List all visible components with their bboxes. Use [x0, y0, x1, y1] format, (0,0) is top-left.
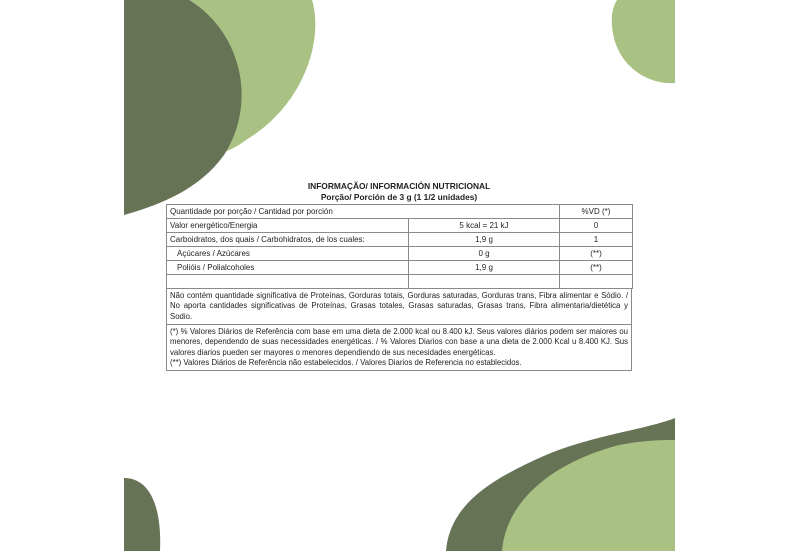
row-vd: (**) [560, 261, 633, 275]
row-amount: 0 g [409, 247, 560, 261]
row-amount: 5 kcal = 21 kJ [409, 219, 560, 233]
table-row [167, 219, 633, 233]
table-row [167, 247, 633, 261]
row-amount: 1,9 g [409, 261, 560, 275]
header-quantity-label: Quantidade por porção / Cantidad por porción [167, 205, 560, 219]
table-row [167, 261, 633, 275]
row-amount: 1,9 g [409, 233, 560, 247]
nutrition-title: INFORMAÇÃO/ INFORMACIÓN NUTRICIONAL [307, 181, 491, 191]
table-row [167, 233, 633, 247]
top-right-light-blob [612, 0, 675, 83]
row-label: Polióis / Polialcoholes [167, 261, 409, 275]
row-vd: 0 [560, 219, 633, 233]
not-established-text: (**) Valores Diários de Referência não estabelecidos. / Valores Diarios de Referencia no establecidos. [170, 357, 522, 367]
header-vd-label: %VD (*) [560, 205, 633, 219]
empty-cell [560, 275, 633, 289]
portion-line: Porção/ Porción de 3 g (1 1/2 unidades) [320, 192, 478, 203]
row-label: Valor energético/Energia [167, 219, 409, 233]
row-vd: 1 [560, 233, 633, 247]
not-significant-note: Não contém quantidade significativa de Proteínas, Gorduras totais, Gorduras saturadas, Gorduras trans, Fibra alimentar e Sódio. / No aporta cantidades significativas de Proteínas, Grasas totales, Grasas saturadas, Grasas trans, Fibra alimentaria/dietética y Sodio. [166, 289, 632, 325]
row-label: Carboidratos, dos quais / Carbohidratos, de los cuales: [167, 233, 409, 247]
empty-cell [167, 275, 409, 289]
nutrition-table [166, 204, 633, 289]
table-header-row [167, 205, 633, 219]
reference-values-note [166, 325, 632, 371]
nutrition-facts-panel [166, 181, 632, 371]
empty-row [167, 275, 633, 289]
row-vd: (**) [560, 247, 633, 261]
bottom-left-dark-blob [124, 478, 160, 551]
row-label: Açúcares / Azúcares [167, 247, 409, 261]
reference-values-text: (*) % Valores Diários de Referência com base em uma dieta de 2.000 kcal ou 8.400 kJ. Seus valores diários podem ser maiores ou menores, dependendo de suas necessidades energéticas. / % Valores Diarios con base a una dieta de 2.000 Kcal u 8.400 KJ. Sus valores diarios pueden ser mayores o menores dependiendo de sus necesidades energéticas. [170, 327, 628, 357]
empty-cell [409, 275, 560, 289]
bottom-right-light-blob [502, 440, 675, 551]
